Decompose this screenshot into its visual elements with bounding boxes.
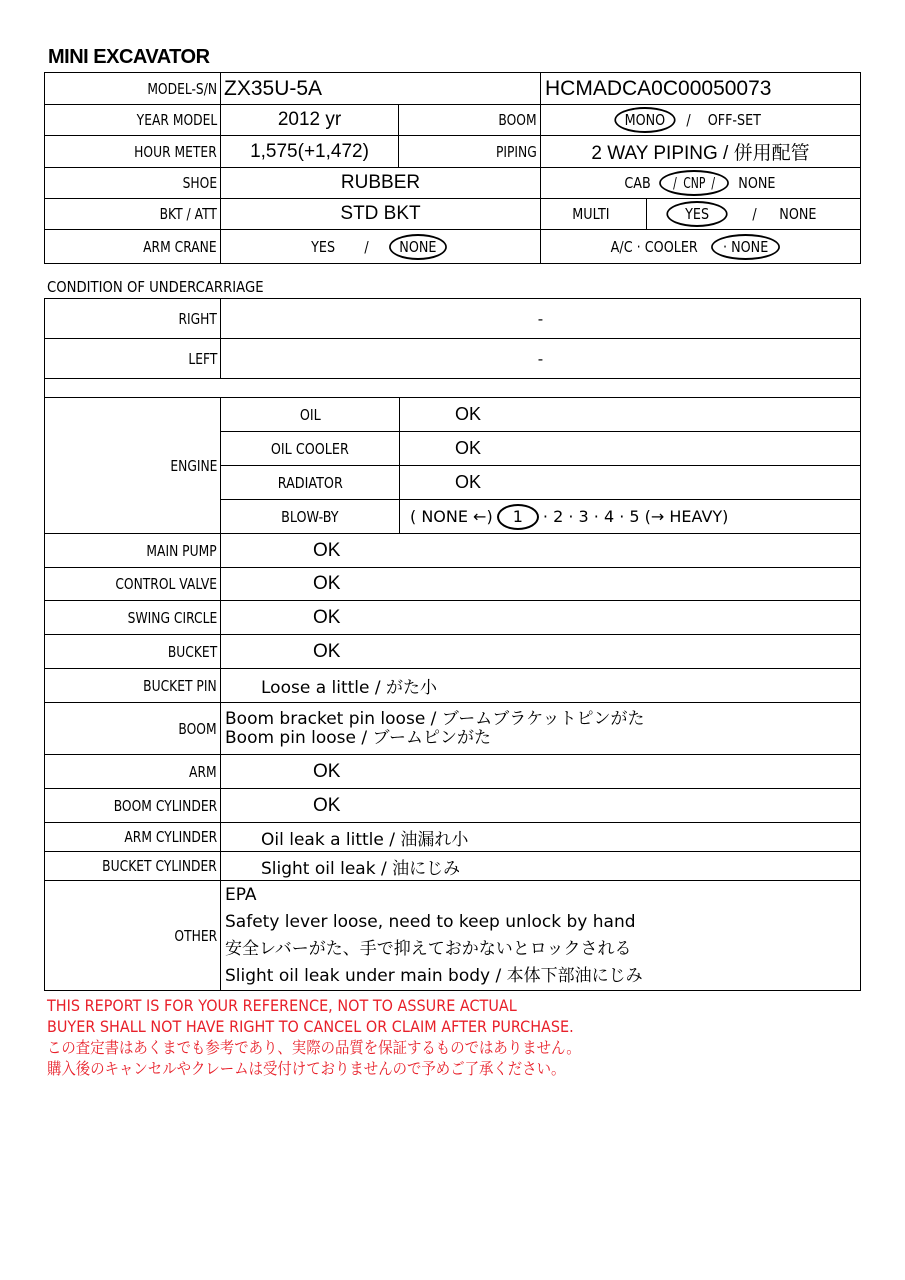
blowby-selected: 1 [497, 504, 539, 530]
boom-type-options [541, 105, 861, 136]
bucket-label: BUCKET [45, 635, 221, 669]
multi-yes-selected: YES [666, 201, 727, 227]
disclaimer-line-4: 購入後のキャンセルやクレームは受付けておりませんので予めご了承ください。 [47, 1059, 566, 1078]
control-valve-value: OK [221, 568, 861, 601]
right-value: - [221, 299, 861, 339]
left-label: LEFT [45, 339, 221, 379]
condition-table [44, 397, 861, 991]
model-value: ZX35U-5A [221, 73, 541, 105]
hour-value: 1,575(+1,472) [221, 136, 399, 168]
radiator-label: RADIATOR [221, 466, 400, 500]
arm-cylinder-label: ARM CYLINDER [45, 823, 221, 852]
swing-circle-label: SWING CIRCLE [45, 601, 221, 635]
left-value: - [221, 339, 861, 379]
multi-options: YES / NONE [647, 199, 861, 230]
arm-crane-label: ARM CRANE [45, 230, 221, 264]
arm-value: OK [221, 755, 861, 789]
bkt-label: BKT / ATT [45, 199, 221, 230]
control-valve-label: CONTROL VALVE [45, 568, 221, 601]
arm-cylinder-value: Oil leak a little / 油漏れ小 [221, 823, 861, 852]
bucket-pin-value: Loose a little / がた小 [221, 669, 861, 703]
blowby-label: BLOW-BY [221, 500, 400, 534]
multi-label: MULTI [541, 199, 647, 230]
cab-cnp-selected: / CNP / [659, 170, 729, 196]
ac-label: A/C · COOLER [610, 237, 698, 256]
spec-table [44, 72, 861, 264]
disclaimer-line-2: BUYER SHALL NOT HAVE RIGHT TO CANCEL OR CLAIM AFTER PURCHASE. [47, 1017, 574, 1036]
other-line-3: 安全レバーがた、手で抑えておかないとロックされる [225, 938, 632, 959]
bkt-value: STD BKT [221, 199, 541, 230]
radiator-value: OK [400, 466, 861, 500]
undercarriage-table [44, 298, 861, 398]
oil-label: OIL [221, 398, 400, 432]
boom-line-2: Boom pin loose / ブームピンがた [225, 727, 491, 748]
shoe-label: SHOE [45, 168, 221, 199]
bucket-value: OK [221, 635, 861, 669]
arm-crane-options: YES / NONE [221, 230, 541, 264]
bucket-pin-label: BUCKET PIN [45, 669, 221, 703]
arm-crane-yes: YES [311, 237, 336, 256]
year-value: 2012 yr [221, 105, 399, 136]
multi-none: NONE [779, 205, 817, 223]
other-line-1: EPA [225, 884, 257, 905]
engine-label: ENGINE [45, 398, 221, 534]
shoe-value: RUBBER [221, 168, 541, 199]
boom-value [221, 703, 861, 755]
ac-none-selected: · NONE [712, 234, 781, 260]
cab-none: NONE [738, 174, 776, 192]
main-pump-value: OK [221, 534, 861, 568]
other-line-4: Slight oil leak under main body / 本体下部油にじみ [225, 965, 643, 986]
page-title: MINI EXCAVATOR [48, 46, 210, 68]
other-value [221, 881, 861, 991]
piping-value: 2 WAY PIPING / 併用配管 [541, 136, 861, 168]
other-label: OTHER [45, 881, 221, 991]
boom-cylinder-value: OK [221, 789, 861, 823]
spacer-row [45, 379, 861, 398]
arm-label: ARM [45, 755, 221, 789]
boom-label: BOOM [45, 703, 221, 755]
cab-option: CAB [624, 174, 651, 192]
disclaimer-line-3: この査定書はあくまでも参考であり、実際の品質を保証するものではありません。 [47, 1038, 581, 1057]
model-label: MODEL-S/N [45, 73, 221, 105]
disclaimer-line-1: THIS REPORT IS FOR YOUR REFERENCE, NOT TO ASSURE ACTUAL [47, 996, 517, 1015]
right-label: RIGHT [45, 299, 221, 339]
main-pump-label: MAIN PUMP [45, 534, 221, 568]
boom-line-1: Boom bracket pin loose / ブームブラケットピンがた [225, 708, 645, 729]
ac-options [541, 230, 861, 264]
other-line-2: Safety lever loose, need to keep unlock by hand [225, 911, 636, 932]
boom-sep: / [685, 111, 691, 129]
undercarriage-heading: CONDITION OF UNDERCARRIAGE [47, 278, 264, 296]
oil-value: OK [400, 398, 861, 432]
year-label: YEAR MODEL [45, 105, 221, 136]
hour-label: HOUR METER [45, 136, 221, 168]
boom-cylinder-label: BOOM CYLINDER [45, 789, 221, 823]
disclaimer [47, 995, 640, 1079]
blowby-scale: ( NONE ←) 1 · 2 · 3 · 4 · 5 (→ HEAVY) [400, 500, 861, 534]
cab-options [541, 168, 861, 199]
boom-mono-selected: MONO [614, 107, 675, 133]
arm-crane-none-selected: NONE [389, 234, 447, 260]
oil-cooler-label: OIL COOLER [221, 432, 400, 466]
serial-value: HCMADCA0C00050073 [541, 73, 861, 105]
piping-label: PIPING [399, 136, 541, 168]
oil-cooler-value: OK [400, 432, 861, 466]
boom-type-label: BOOM [399, 105, 541, 136]
boom-offset: OFF-SET [708, 111, 762, 129]
bucket-cylinder-value: Slight oil leak / 油にじみ [221, 852, 861, 881]
bucket-cylinder-label: BUCKET CYLINDER [45, 852, 221, 881]
swing-circle-value: OK [221, 601, 861, 635]
